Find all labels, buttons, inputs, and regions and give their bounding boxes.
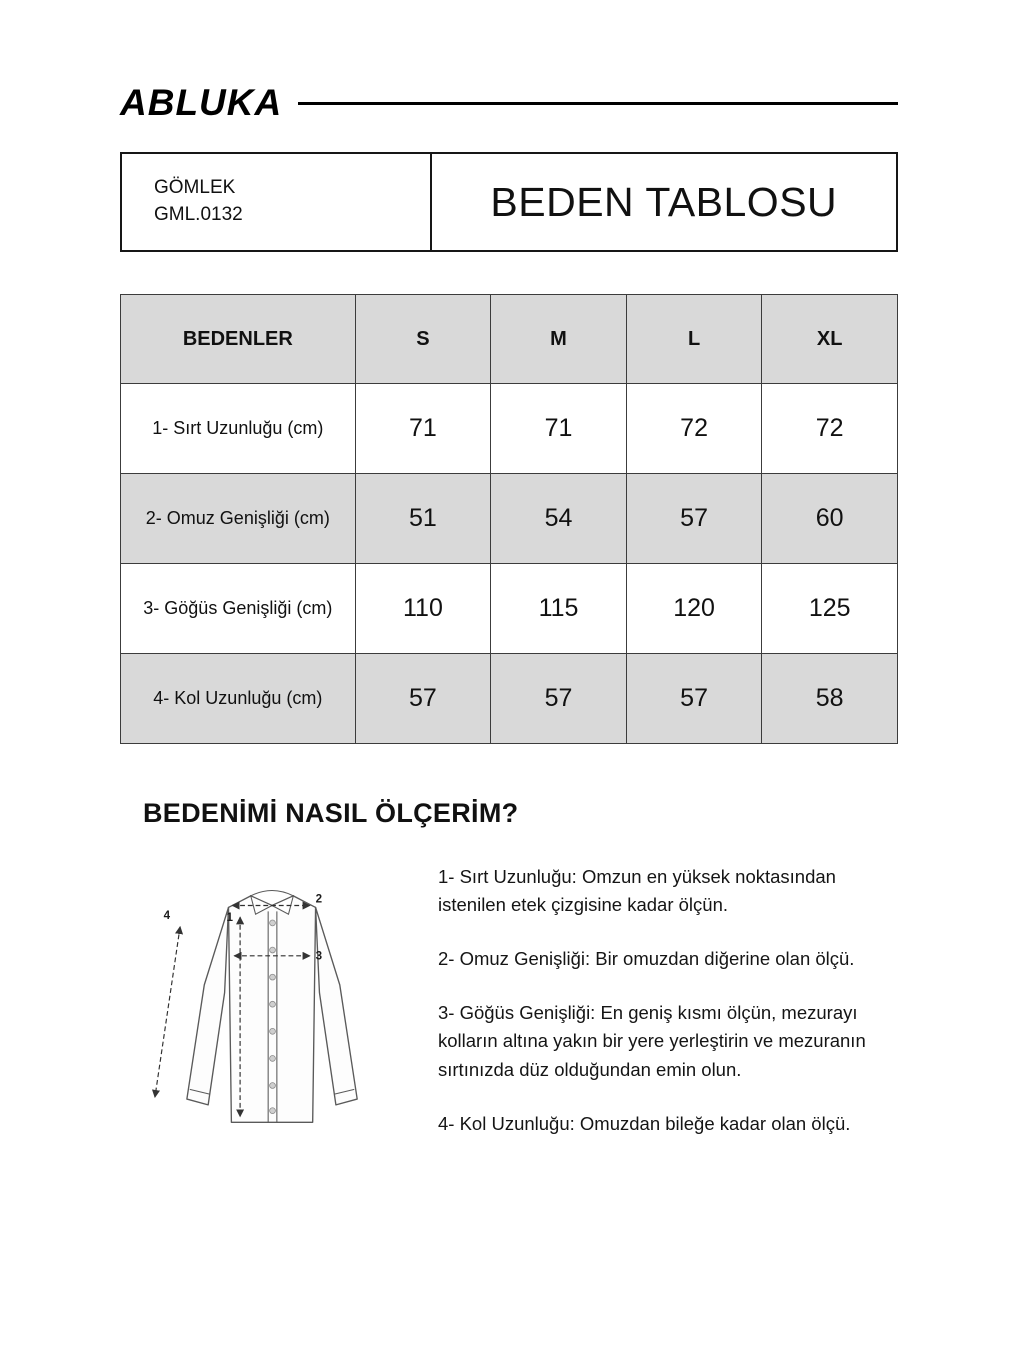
- table-row: [121, 564, 898, 654]
- diagram-label-4: 4: [163, 909, 171, 923]
- value-cell: 60: [762, 474, 898, 564]
- product-type: GÖMLEK: [154, 177, 236, 199]
- value-cell: 57: [355, 654, 491, 744]
- value-cell: 71: [355, 384, 491, 474]
- instruction-back-length: 1- Sırt Uzunluğu: Omzun en yüksek noktasından istenilen etek çizgisine kadar ölçün.: [438, 866, 836, 916]
- table-header-row: [121, 295, 898, 384]
- value-cell: 54: [491, 474, 627, 564]
- instruction-shoulder-width: 2- Omuz Genişliği: Bir omuzdan diğerine olan ölçü.: [438, 948, 855, 970]
- value-cell: 57: [626, 654, 762, 744]
- measure-instructions: [420, 861, 898, 1166]
- table-row: [121, 654, 898, 744]
- brand-logo: ABLUKA: [120, 82, 283, 123]
- diagram-label-2: 2: [315, 892, 323, 906]
- table-row: [121, 474, 898, 564]
- value-cell: 58: [762, 654, 898, 744]
- arrow-sleeve-length: [155, 927, 180, 1097]
- column-header-bedenler: BEDENLER: [121, 295, 356, 384]
- page-title-area: [432, 154, 896, 250]
- row-label-cell: 4- Kol Uzunluğu (cm): [121, 654, 356, 744]
- page-title: BEDEN TABLOSU: [490, 178, 838, 225]
- row-label-cell: 3- Göğüs Genişliği (cm): [121, 564, 356, 654]
- value-cell: 72: [762, 384, 898, 474]
- diagram-label-3: 3: [315, 949, 323, 963]
- how-to-measure-title: BEDENİMİ NASIL ÖLÇERİM?: [143, 798, 519, 828]
- row-label-cell: 2- Omuz Genişliği (cm): [121, 474, 356, 564]
- brand-rule-line: [298, 102, 898, 105]
- value-cell: 110: [355, 564, 491, 654]
- product-code: GML.0132: [154, 204, 243, 225]
- value-cell: 120: [626, 564, 762, 654]
- value-cell: 125: [762, 564, 898, 654]
- column-header-m: M: [491, 295, 627, 384]
- product-info: [122, 154, 432, 250]
- column-header-l: L: [626, 295, 762, 384]
- value-cell: 57: [491, 654, 627, 744]
- value-cell: 51: [355, 474, 491, 564]
- value-cell: 71: [491, 384, 627, 474]
- value-cell: 57: [626, 474, 762, 564]
- column-header-s: S: [355, 295, 491, 384]
- brand-header: [120, 82, 898, 124]
- value-cell: 115: [491, 564, 627, 654]
- column-header-xl: XL: [762, 295, 898, 384]
- title-box: [120, 152, 898, 252]
- instruction-sleeve-length: 4- Kol Uzunluğu: Omuzdan bileğe kadar olan ölçü.: [438, 1112, 851, 1134]
- how-to-measure-section: [120, 861, 898, 1166]
- diagram-label-1: 1: [226, 911, 234, 924]
- shirt-diagram-svg: [126, 861, 420, 1161]
- table-row: [121, 384, 898, 474]
- shirt-measurement-diagram: [126, 861, 420, 1166]
- row-label-cell: 1- Sırt Uzunluğu (cm): [121, 384, 356, 474]
- value-cell: 72: [626, 384, 762, 474]
- instruction-chest-width: 3- Göğüs Genişliği: En geniş kısmı ölçün, mezurayı kolların altına yakın bir yere yerleştirin ve mezuranın sırtınızda düz olduğundan emin olun.: [438, 1002, 866, 1080]
- size-table: [120, 294, 898, 744]
